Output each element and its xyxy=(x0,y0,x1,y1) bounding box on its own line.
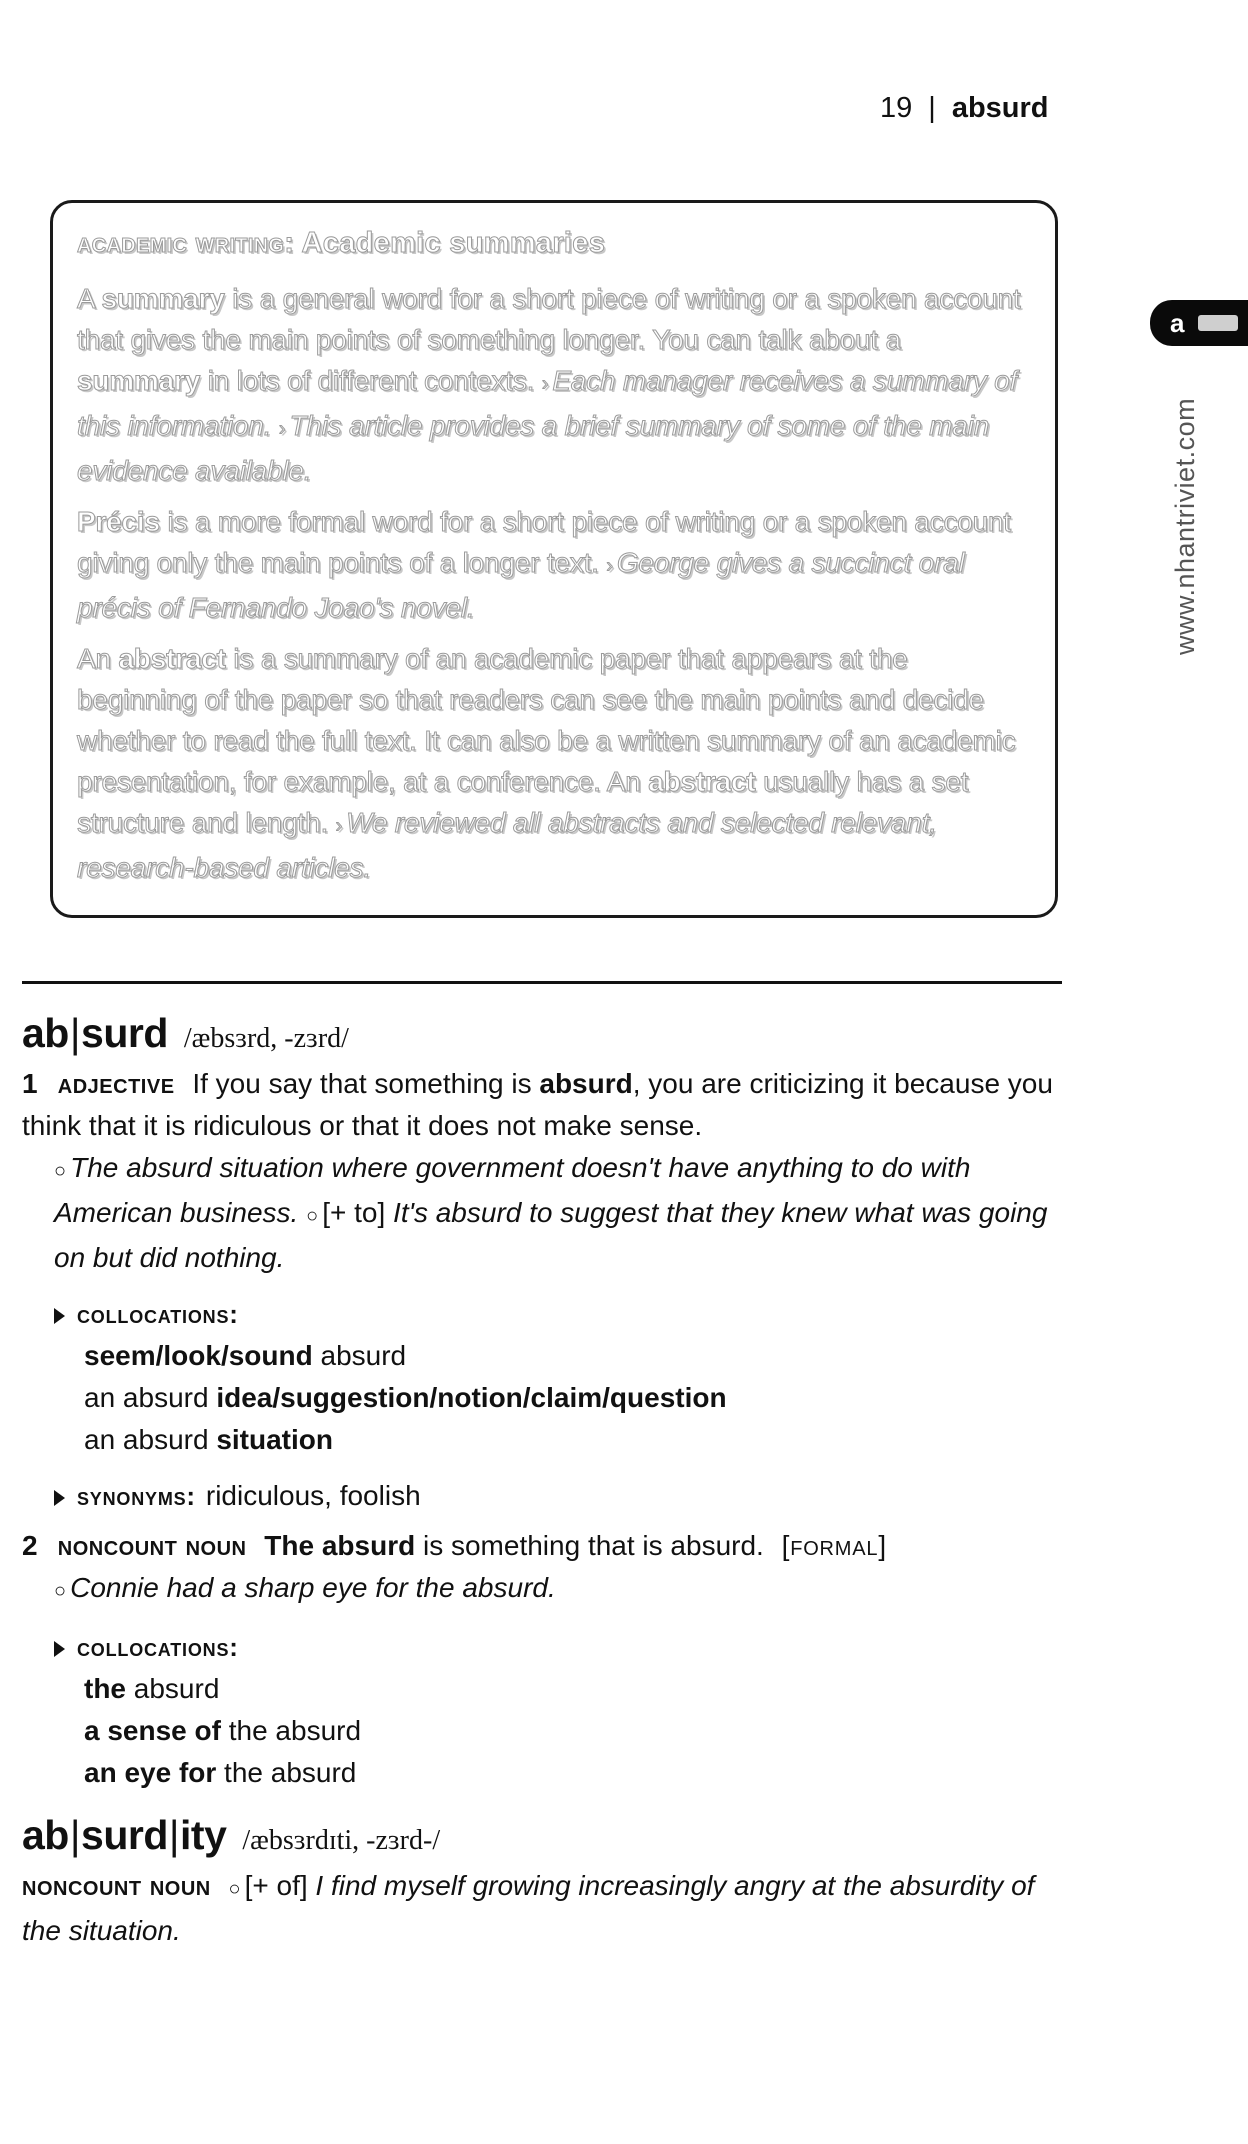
triangle-bullet-icon xyxy=(54,1308,65,1324)
syllable: ab xyxy=(22,1010,69,1056)
collocate: situation xyxy=(216,1424,333,1455)
sense-1 xyxy=(22,1063,1072,1517)
headword xyxy=(22,1812,226,1859)
sense-2 xyxy=(22,1525,1072,1794)
triangle-bullet-icon xyxy=(54,1641,65,1657)
headword-line xyxy=(22,1812,1072,1859)
pronunciation: /æbsɜrdɪti, -zɜrd-/ xyxy=(242,1825,441,1856)
collocation-item xyxy=(54,1419,1072,1461)
definition-text: is something that is absurd. xyxy=(415,1530,764,1561)
grammar-note: [+ to] xyxy=(322,1197,386,1228)
definition-text: , you are criticizing it because you think that it is ridiculous or that it does not make sense. xyxy=(22,1068,1053,1141)
example-bullet-icon: › xyxy=(278,418,286,440)
definition-text: If you say that something is xyxy=(192,1068,540,1099)
synonyms-list: ridiculous, foolish xyxy=(205,1480,421,1511)
example-bullet-icon: ○ xyxy=(228,1878,241,1900)
box-paragraph-abstract xyxy=(77,638,1031,888)
grammar-note: [+ of] xyxy=(244,1870,308,1901)
example-sentence: I find myself growing increasingly angry at the absurdity of the situation. xyxy=(22,1870,1035,1946)
academic-writing-box xyxy=(50,200,1058,918)
example-bullet-icon: ○ xyxy=(54,1580,67,1602)
label: collocations: xyxy=(77,1632,239,1662)
entry-absurdity xyxy=(22,1812,1072,1952)
page-number: 19 xyxy=(880,92,913,124)
box-paragraph-precis xyxy=(77,501,1031,628)
example-bullet-icon: › xyxy=(335,815,343,837)
text: an absurd xyxy=(84,1424,217,1455)
section-divider xyxy=(22,981,1062,984)
term-summary: summary xyxy=(77,365,201,396)
text: is a more formal word for a short piece of writing or a spoken account giving only the main points of a longer text. xyxy=(77,506,1011,578)
part-of-speech: noncount noun xyxy=(57,1530,247,1561)
text: absurd xyxy=(126,1673,220,1704)
text: is a general word for a short piece of writing or a spoken account that gives the main points of something longer. You can talk about a xyxy=(77,283,1021,355)
label: synonyms: xyxy=(77,1481,196,1511)
syllable: surd xyxy=(81,1010,168,1056)
syllable-divider: | xyxy=(69,1010,81,1056)
term-precis: Précis xyxy=(77,506,160,537)
box-title-text: Academic summaries xyxy=(301,227,606,259)
part-of-speech: adjective xyxy=(57,1068,175,1099)
collocation-item xyxy=(54,1710,1072,1752)
text: is a summary of an academic paper that appears at the beginning of the paper so that readers can see the main points and decide whether to read the full text. It can also be a written summary of an academic presentation, for example, at a conference. An xyxy=(77,643,1016,797)
collocations-heading xyxy=(54,1293,1072,1335)
box-title-label: academic writing: xyxy=(77,227,295,259)
watermark: www.nhantriviet.com xyxy=(1170,397,1200,655)
triangle-bullet-icon xyxy=(54,1490,65,1506)
label: collocations: xyxy=(77,1299,239,1329)
collocate: idea/suggestion/notion/claim/question xyxy=(216,1382,727,1413)
box-title xyxy=(77,227,1031,260)
example-bullet-icon: › xyxy=(606,555,613,577)
example-bullet-icon: ○ xyxy=(54,1160,67,1182)
collocations-block xyxy=(22,1293,1072,1461)
collocation-item xyxy=(54,1752,1072,1794)
collocate: a sense of xyxy=(84,1715,221,1746)
pronunciation: /æbsɜrd, -zɜrd/ xyxy=(183,1023,349,1054)
term-abstract: abstract xyxy=(648,766,756,797)
collocation-item xyxy=(54,1668,1072,1710)
text: usually has a set structure and length. xyxy=(77,766,969,838)
box-paragraph-summary xyxy=(77,278,1031,491)
example-text: Each manager receives a summary of this information. xyxy=(77,365,1018,441)
term-abstract: abstract xyxy=(118,643,226,674)
collocate: the xyxy=(84,1673,126,1704)
example-bullet-icon: › xyxy=(541,373,549,395)
text: in lots of different contexts. xyxy=(200,365,542,396)
thumb-index-tab xyxy=(1150,300,1248,346)
term-summary: summary xyxy=(101,283,225,314)
collocations-heading xyxy=(54,1626,1072,1668)
example-bullet-icon: ○ xyxy=(306,1205,319,1227)
headword xyxy=(22,1010,168,1057)
running-head-separator: | xyxy=(928,92,936,124)
text: an absurd xyxy=(84,1382,217,1413)
examples xyxy=(22,1147,1072,1279)
part-of-speech: noncount noun xyxy=(22,1870,211,1901)
example-sentence: The absurd situation where government doesn't have anything to do with American business. xyxy=(54,1152,971,1228)
collocations-block xyxy=(22,1626,1072,1794)
example-text: We reviewed all abstracts and selected relevant, research-based articles. xyxy=(77,807,937,883)
synonyms-block xyxy=(22,1475,1072,1517)
text: An xyxy=(77,643,119,674)
synonyms-heading xyxy=(54,1475,1072,1517)
example-sentence: It's absurd to suggest that they knew what was going on but did nothing. xyxy=(54,1197,1048,1273)
headword-line xyxy=(22,1010,1072,1057)
sense-number: 2 xyxy=(22,1530,38,1561)
sense xyxy=(22,1865,1072,1952)
thumb-tab-letter: a xyxy=(1170,307,1185,338)
definition-keyword: The absurd xyxy=(264,1530,416,1561)
example-text: George gives a succinct oral précis of Fernando Joao's novel. xyxy=(77,547,965,623)
definition-keyword: absurd xyxy=(539,1068,633,1099)
guide-word: absurd xyxy=(951,92,1049,124)
dictionary-entries xyxy=(22,1010,1072,1952)
collocation-item xyxy=(54,1335,1072,1377)
syllable: surd xyxy=(81,1812,168,1858)
example-text: This article provides a brief summary of some of the main evidence available. xyxy=(77,410,990,486)
text: absurd xyxy=(312,1340,407,1371)
sense-number: 1 xyxy=(22,1068,38,1099)
syllable: ab xyxy=(22,1812,69,1858)
register-label: [formal] xyxy=(781,1530,887,1561)
thumb-tab-smudge xyxy=(1198,315,1238,331)
running-head xyxy=(880,92,1049,125)
syllable-divider: | xyxy=(69,1812,81,1858)
syllable-divider: | xyxy=(168,1812,180,1858)
collocate: seem/look/sound xyxy=(84,1340,313,1371)
example-sentence: Connie had a sharp eye for the absurd. xyxy=(70,1572,556,1603)
text: the absurd xyxy=(220,1715,362,1746)
text: A xyxy=(77,283,102,314)
examples xyxy=(22,1567,1072,1612)
syllable: ity xyxy=(180,1812,227,1858)
entry-absurd xyxy=(22,1010,1072,1794)
collocate: an eye for xyxy=(84,1757,217,1788)
text: the absurd xyxy=(216,1757,357,1788)
collocation-item xyxy=(54,1377,1072,1419)
